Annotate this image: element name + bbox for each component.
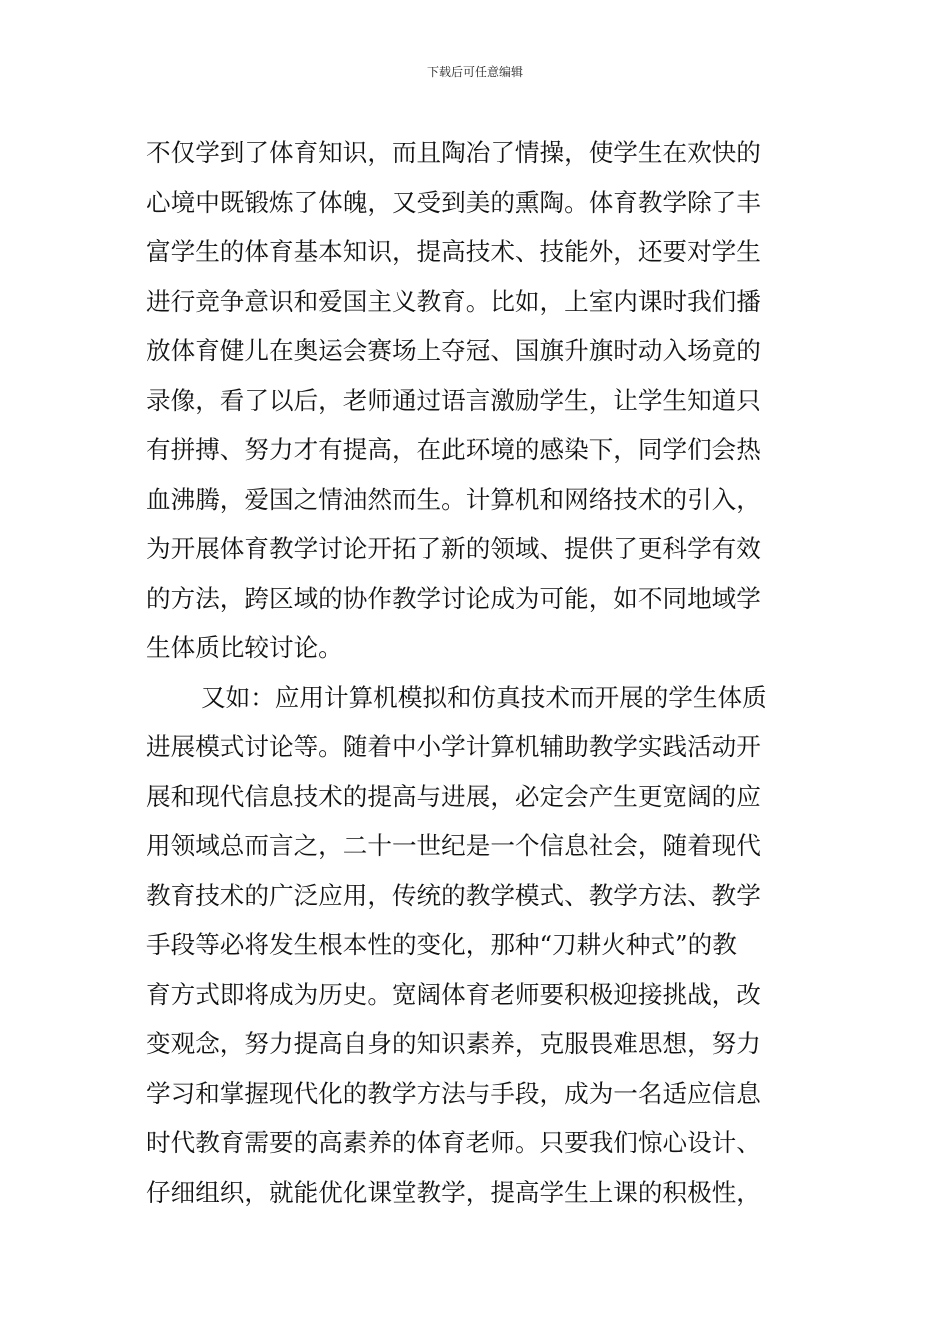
paragraph-first-line: 又如：应用计算机模拟和仿真技术而开展的学生体质 (201, 682, 767, 712)
text-line: 血沸腾，爱国之情油然而生。计算机和网络技术的引入， (146, 484, 761, 514)
text-line: 手段等必将发生根本性的变化，那种“刀耕火种式”的教 (146, 930, 737, 959)
text-line: 学习和掌握现代化的教学方法与手段，成为一名适应信息 (146, 1078, 761, 1108)
text-line: 展和现代信息技术的提高与进展，必定会产生更宽阔的应 (146, 781, 761, 811)
text-line: 录像，看了以后，老师通过语言激励学生，让学生知道只 (146, 385, 761, 415)
text-line: 变观念，努力提高自身的知识素养，克服畏难思想，努力 (146, 1029, 761, 1058)
text-line: 不仅学到了体育知识，而且陶冶了情操，使学生在欢快的 (146, 138, 761, 167)
page-header: 下载后可任意编辑 (426, 65, 523, 79)
text-line: 进行竞争意识和爱国主义教育。比如，上室内课时我们播 (146, 286, 761, 316)
text-line: 生体质比较讨论。 (146, 633, 343, 662)
text-line: 时代教育需要的高素养的体育老师。只要我们惊心设计、 (146, 1128, 761, 1157)
text-line: 育方式即将成为历史。宽阔体育老师要积极迎接挑战，改 (146, 979, 761, 1009)
text-line: 仔细组织，就能优化课堂教学，提高学生上课的积极性， (146, 1177, 761, 1207)
text-line: 富学生的体育基本知识，提高技术、技能外，还要对学生 (146, 237, 761, 266)
text-line: 放体育健儿在奥运会赛场上夺冠、国旗升旗时动入场竟的 (146, 336, 761, 365)
text-line: 用领域总而言之，二十一世纪是一个信息社会，随着现代 (146, 831, 761, 860)
text-line: 进展模式讨论等。随着中小学计算机辅助教学实践活动开 (146, 732, 761, 761)
text-line: 有拼搏、努力才有提高，在此环境的感染下，同学们会热 (146, 435, 761, 464)
text-line: 心境中既锻炼了体魄，又受到美的熏陶。体育教学除了丰 (146, 187, 761, 217)
document-body (146, 128, 810, 1217)
text-line: 为开展体育教学讨论开拓了新的领域、提供了更科学有效 (146, 534, 761, 563)
text-line: 的方法，跨区域的协作教学讨论成为可能，如不同地域学 (146, 583, 761, 613)
text-line: 教育技术的广泛应用，传统的教学模式、教学方法、教学 (146, 880, 761, 910)
